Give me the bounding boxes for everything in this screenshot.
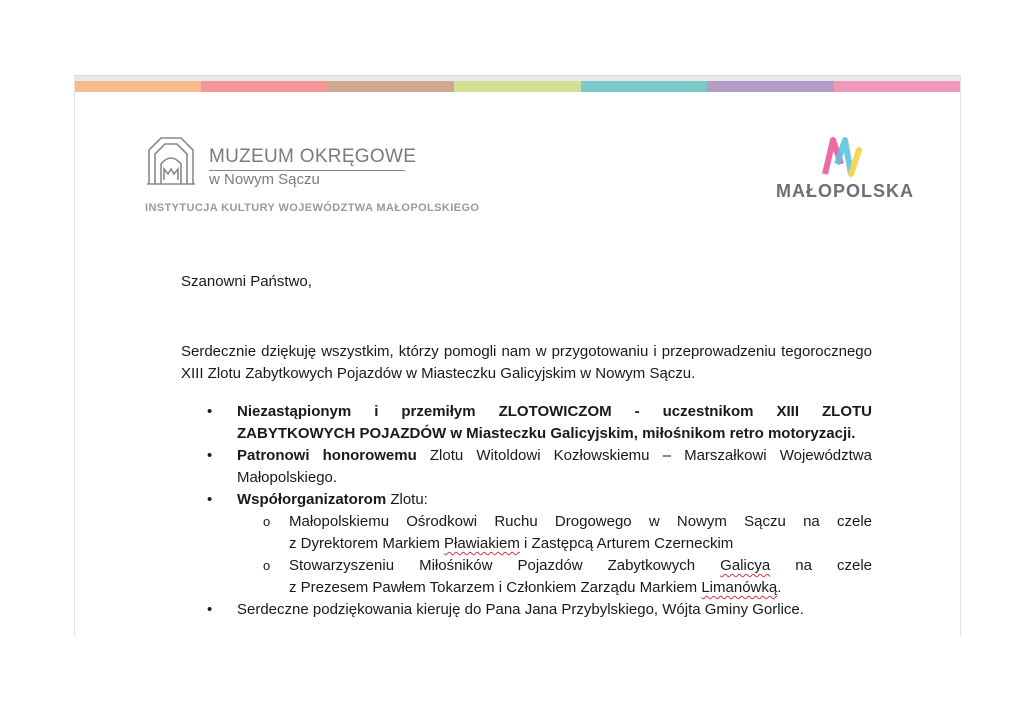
museum-building-icon bbox=[145, 136, 197, 186]
list-item bbox=[181, 599, 872, 621]
sub-list-item bbox=[237, 511, 872, 555]
item-text: . bbox=[777, 579, 782, 596]
item-text: Zlotu: bbox=[386, 491, 428, 508]
item-text: i Zastępcą Arturem Czerneckim bbox=[519, 535, 734, 552]
greeting: Szanowni Państwo, bbox=[181, 273, 312, 290]
item-text: Stowarzyszeniu Miłośników Pojazdów Zabytkowych bbox=[289, 557, 721, 574]
bullet: • bbox=[207, 403, 213, 420]
sub-list-item bbox=[237, 555, 872, 599]
stripe-segment bbox=[328, 81, 454, 92]
item-bold: Patronowi honorowemu bbox=[237, 447, 417, 464]
item-text: Małopolskiemu Ośrodkowi Ruchu Drogowego w Nowym Sączu na czele bbox=[289, 513, 872, 530]
stripe-segment bbox=[834, 81, 960, 92]
item-bold: Współorganizatorom bbox=[237, 491, 387, 508]
museum-location: w Nowym Sączu bbox=[209, 171, 320, 188]
letter-body bbox=[181, 271, 872, 621]
item-text: Zlotu Witoldowi Kozłowskiemu – Marszałkowi Województwa Małopolskiego. bbox=[237, 447, 872, 486]
item-line bbox=[289, 555, 872, 577]
item-text: na czele bbox=[770, 557, 873, 574]
bullet: • bbox=[207, 491, 213, 508]
thanks-list bbox=[181, 401, 872, 621]
stripe-segment bbox=[201, 81, 327, 92]
sub-list bbox=[237, 511, 872, 599]
list-item bbox=[181, 445, 872, 489]
malopolska-logo bbox=[775, 134, 915, 209]
spellcheck-word: Galicya bbox=[720, 557, 771, 574]
sub-bullet: o bbox=[263, 514, 271, 529]
malopolska-text: MAŁOPOLSKA bbox=[776, 181, 914, 201]
color-stripe bbox=[75, 81, 960, 92]
item-text: ZABYTKOWYCH POJAZDÓW w Miasteczku Galicyjskim, miłośnikom retro motoryzacji. bbox=[237, 425, 856, 442]
item-text: z Prezesem Pawłem Tokarzem i Członkiem Zarządu Markiem bbox=[289, 579, 702, 596]
item-text: z Dyrektorem Markiem bbox=[289, 535, 445, 552]
institution-label: INSTYTUCJA KULTURY WOJEWÓDZTWA MAŁOPOLSKIEGO bbox=[145, 202, 480, 214]
spellcheck-word: Pławiakiem bbox=[444, 535, 520, 552]
sub-bullet: o bbox=[263, 558, 271, 573]
museum-name: MUZEUM OKRĘGOWE bbox=[209, 146, 417, 167]
list-item bbox=[181, 401, 872, 445]
malopolska-m-icon bbox=[821, 134, 865, 178]
letter-page bbox=[74, 75, 961, 636]
stripe-segment bbox=[454, 81, 580, 92]
item-text: Serdeczne podziękowania kieruję do Pana Jana Przybylskiego, Wójta Gminy Gorlice. bbox=[237, 601, 804, 618]
spellcheck-word: Limanówką bbox=[701, 579, 778, 596]
stripe-segment bbox=[707, 81, 833, 92]
stripe-segment bbox=[581, 81, 707, 92]
list-item bbox=[181, 489, 872, 599]
item-text: Niezastąpionym i przemiłym ZLOTOWICZOM - uczestnikom XIII ZLOTU bbox=[237, 403, 872, 420]
intro-paragraph: Serdecznie dziękuję wszystkim, którzy pomogli nam w przygotowaniu i przeprowadzeniu tegorocznego XIII Zlotu Zabytkowych Pojazdów w Miasteczku Galicyjskim w Nowym Sączu. bbox=[181, 343, 872, 382]
bullet: • bbox=[207, 601, 213, 618]
stripe-segment bbox=[75, 81, 201, 92]
bullet: • bbox=[207, 447, 213, 464]
